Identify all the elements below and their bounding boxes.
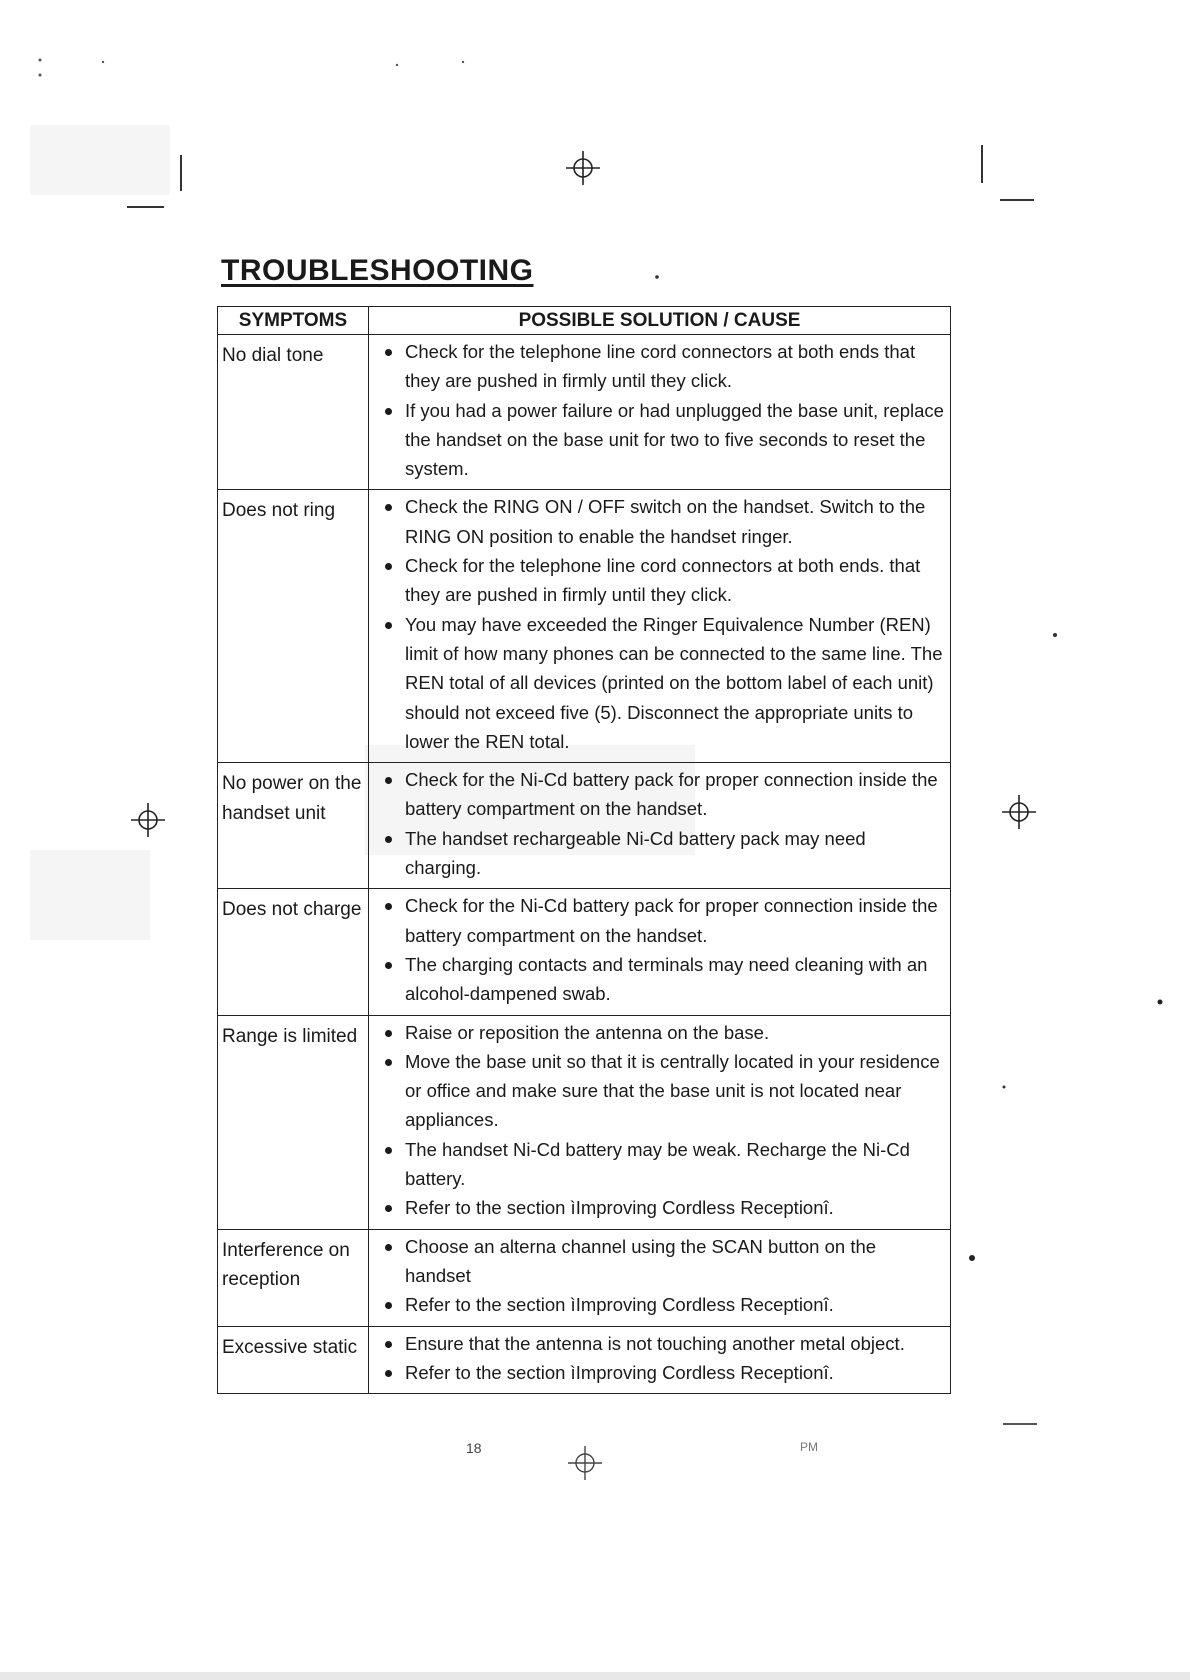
troubleshooting-table	[217, 306, 951, 1394]
bullet-icon	[385, 563, 392, 570]
solution-text: You may have exceeded the Ringer Equivalence Number (REN) limit of how many phones can be connected to the same line. The REN total of all devices (printed on the bottom label of each unit) should not exceed five (5). Disconnect the appropriate units to lower the REN total.	[405, 613, 943, 752]
symptom-cell: No power on the handset unit	[218, 763, 369, 889]
solution-text: Choose an alterna channel using the SCAN button on the handset	[405, 1235, 877, 1286]
solution-item	[375, 1135, 944, 1194]
solution-text: If you had a power failure or had unplugged the base unit, replace the handset on the base unit for two to five seconds to reset the system.	[405, 399, 944, 480]
symptom-cell: Does not ring	[218, 490, 369, 763]
solution-item	[375, 1232, 944, 1291]
table-row	[218, 889, 951, 1015]
solution-text: Check for the Ni-Cd battery pack for proper connection inside the battery compartment on the handset.	[405, 769, 938, 820]
solution-item	[375, 1018, 944, 1047]
symptom-cell: Range is limited	[218, 1015, 369, 1229]
solution-item	[375, 824, 944, 883]
table-row	[218, 1015, 951, 1229]
solution-text: The handset Ni-Cd battery may be weak. Recharge the Ni-Cd battery.	[405, 1138, 910, 1190]
solution-cell	[369, 763, 951, 889]
solution-text: Check for the telephone line cord connectors at both ends that they are pushed in firmly until they click.	[405, 341, 916, 392]
solution-cell	[369, 889, 951, 1015]
solution-text: Refer to the section ìImproving Cordless Receptionî.	[405, 1197, 834, 1219]
solution-cell	[369, 1326, 951, 1394]
crop-mark-top-left-vertical	[180, 155, 182, 191]
solution-item	[375, 1329, 944, 1358]
table-row	[218, 1326, 951, 1394]
solution-text: Refer to the section ìImproving Cordless Receptionî.	[405, 1361, 834, 1383]
table-row	[218, 335, 951, 490]
solution-cell	[369, 490, 951, 763]
symptom-cell: Interference on reception	[218, 1229, 369, 1326]
solution-item	[375, 1358, 944, 1387]
solution-text: Refer to the section ìImproving Cordless Receptionî.	[405, 1294, 834, 1316]
registration-mark-bottom	[568, 1446, 602, 1480]
registration-mark-top	[566, 151, 600, 185]
crop-mark-bottom-right-horizontal	[1003, 1423, 1037, 1425]
table-row	[218, 763, 951, 889]
solution-cell	[369, 1229, 951, 1326]
solution-text: Raise or reposition the antenna on the base.	[405, 1021, 770, 1043]
solution-item	[375, 492, 944, 551]
table-row	[218, 1229, 951, 1326]
solution-item	[375, 950, 944, 1009]
solution-text: Ensure that the antenna is not touching another metal object.	[405, 1332, 905, 1354]
page-number: 18	[466, 1440, 482, 1456]
bullet-icon	[385, 504, 392, 511]
symptoms-column-header: SYMPTOMS	[218, 307, 369, 335]
bullet-icon	[385, 1302, 392, 1309]
table-header-row	[218, 307, 951, 335]
registration-mark-left	[131, 803, 165, 837]
solution-text: Check the RING ON / OFF switch on the handset. Switch to the RING ON position to enable the handset ringer.	[405, 496, 926, 547]
solution-item	[375, 1193, 944, 1222]
solution-item	[375, 1290, 944, 1319]
solution-text: Check for the Ni-Cd battery pack for proper connection inside the battery compartment on the handset.	[405, 895, 938, 946]
solutions-column-header: POSSIBLE SOLUTION / CAUSE	[369, 307, 951, 335]
bullet-icon	[385, 1059, 392, 1066]
bullet-icon	[385, 1147, 392, 1154]
solution-item	[375, 337, 944, 396]
symptom-cell: Excessive static	[218, 1326, 369, 1394]
solution-cell	[369, 335, 951, 490]
bullet-icon	[385, 777, 392, 784]
solution-cell	[369, 1015, 951, 1229]
solution-item	[375, 891, 944, 950]
solution-text: Move the base unit so that it is centrally located in your residence or office and make sure that the base unit is not located near appliances.	[405, 1050, 940, 1131]
solution-item	[375, 396, 944, 484]
bullet-icon	[385, 1370, 392, 1377]
crop-mark-top-left-horizontal	[127, 206, 164, 208]
bullet-icon	[385, 1205, 392, 1212]
solution-text: The charging contacts and terminals may need cleaning with an alcohol-dampened swab.	[405, 953, 928, 1005]
bullet-icon	[385, 349, 392, 356]
bullet-icon	[385, 1244, 392, 1251]
symptom-cell: Does not charge	[218, 889, 369, 1015]
bullet-icon	[385, 836, 392, 843]
table-row	[218, 490, 951, 763]
bullet-icon	[385, 622, 392, 629]
solution-text: Check for the telephone line cord connectors at both ends. that they are pushed in firmly until they click.	[405, 555, 921, 606]
solution-text: The handset rechargeable Ni-Cd battery pack may need charging.	[405, 827, 866, 879]
bullet-icon	[385, 962, 392, 969]
symptom-cell: No dial tone	[218, 335, 369, 490]
bullet-icon	[385, 408, 392, 415]
bullet-icon	[385, 1341, 392, 1348]
crop-mark-top-right-vertical	[981, 145, 983, 183]
solution-item	[375, 610, 944, 756]
solution-item	[375, 1047, 944, 1135]
footer-corner-mark: PM	[800, 1440, 818, 1454]
bullet-icon	[385, 903, 392, 910]
crop-mark-top-right-horizontal	[1000, 199, 1034, 201]
registration-mark-right	[1002, 795, 1036, 829]
page-title: TROUBLESHOOTING	[221, 254, 534, 287]
solution-item	[375, 765, 944, 824]
bullet-icon	[385, 1030, 392, 1037]
solution-item	[375, 551, 944, 610]
